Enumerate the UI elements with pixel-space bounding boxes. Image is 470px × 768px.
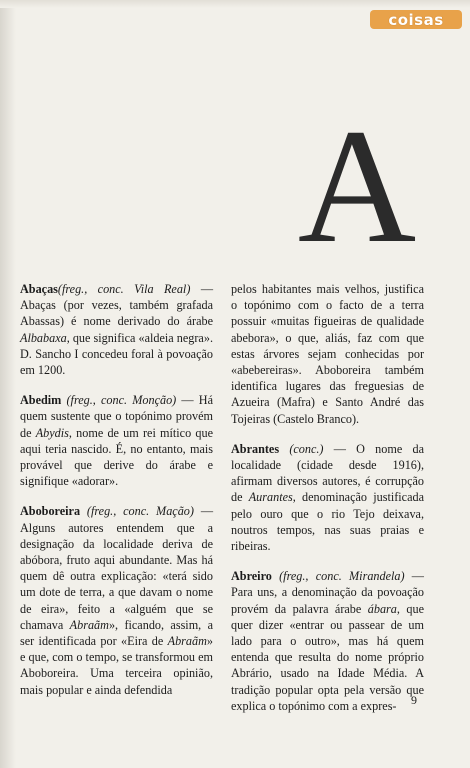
entry-abreiro-body: [231, 568, 424, 714]
entry-aboboreira-continued: [231, 281, 424, 427]
entry-meta: (freg., conc. Mirandela): [279, 569, 405, 584]
chapter-letter: A: [297, 96, 417, 277]
right-column: [231, 281, 424, 728]
entry-text: pelos habitantes mais velhos, justifica o topónimo com o facto de a terra possuir «muitas figueiras de qualidade abebora», o que, aliás, faz com que estas árvores sejam conhecidas por «abebereiras». Aboboreira também identifica lugares das freguesias de Azueira (Mafra) e Santo André das Tojeiras (Castelo Branco).: [231, 282, 424, 426]
entry-abrantes-body: [231, 441, 424, 554]
entry-text: , que quer dizer «entrar ou passear de um lado para o outro», mas há quem entenda que resulta do nome próprio Abrário, usado na Idade Média. A tradição popular opta pela versão que explica o topónimo com a expres-: [231, 601, 424, 713]
entry-text: , denominação justificada pelo ouro que o rio Tejo deixava, noutros tempos, nas suas praias e ribeiras.: [231, 490, 424, 554]
entry-abacas-body: [20, 281, 213, 378]
entry-meta: (conc.): [289, 441, 324, 456]
entry-term: Abedim: [20, 393, 62, 408]
page-shadow-left: [0, 0, 16, 768]
entry-abedim-body: [20, 392, 213, 489]
entry-term: Abaças: [20, 282, 58, 296]
entry-aboboreira-continued-body: [231, 281, 424, 427]
entry-meta: (freg., conc. Monção): [66, 393, 177, 408]
entry-abreiro: [231, 568, 424, 714]
entry-italic-word: ábara: [367, 601, 397, 616]
entry-abedim: [20, 392, 213, 489]
entry-term: Abrantes: [231, 441, 280, 456]
entry-meta: (freg., conc. Vila Real): [57, 282, 191, 296]
entry-text: » e que, com o tempo, se transformou em Aboboreira. Uma terceira opinião, mais popular e ainda defendida: [20, 634, 213, 697]
entry-text: — Há quem sustente que o topónimo provém de: [20, 393, 214, 440]
entry-italic-word: Albabaxa: [20, 330, 67, 345]
entry-text: — Abaças (por vezes, também grafada Abassas) é nome derivado do árabe: [20, 282, 214, 329]
entry-aboboreira-body: [20, 503, 213, 697]
entry-aboboreira: [20, 503, 213, 697]
left-column: [20, 281, 213, 712]
entry-term: Abreiro: [231, 569, 272, 584]
entry-italic-word: Abraãm: [69, 617, 109, 632]
entry-italic-word: Aurantes: [248, 490, 293, 505]
brand-tag: [370, 10, 462, 29]
entry-text: », ficando, assim, a ser identificada por «Eira de: [20, 617, 213, 649]
entry-abacas: [20, 281, 213, 378]
entry-text: — Para uns, a denominação da povoação provém da palavra árabe: [231, 569, 424, 616]
entry-italic-word: Abydis: [35, 425, 69, 440]
entry-text: — Alguns autores entendem que a designação da localidade deriva de abóbora, fruto aqui abundante. Mas há quem dê outra explicação: «terá sido um dote de terra, a que davam o nome de eira», feito a «alguém que se chamava: [20, 504, 214, 632]
entry-abrantes: [231, 441, 424, 554]
entry-text: , que significa «aldeia negra». D. Sancho I concedeu foral à povoação em 1200.: [20, 330, 213, 378]
entry-text: , nome de um rei mítico que aqui teria nascido. É, no entanto, mais provável que derive do árabe e signifique «adorar».: [20, 425, 213, 489]
page-shadow-top: [0, 0, 470, 8]
page-number: 9: [411, 693, 417, 707]
brand-label: coisas: [388, 10, 444, 29]
entry-italic-word: Abraãm: [167, 634, 207, 649]
entry-term: Aboboreira: [20, 504, 81, 519]
entry-text: — O nome da localidade (cidade desde 1916), afirmam diversos autores, é corrupção de: [231, 441, 424, 505]
entry-meta: (freg., conc. Mação): [86, 504, 194, 519]
